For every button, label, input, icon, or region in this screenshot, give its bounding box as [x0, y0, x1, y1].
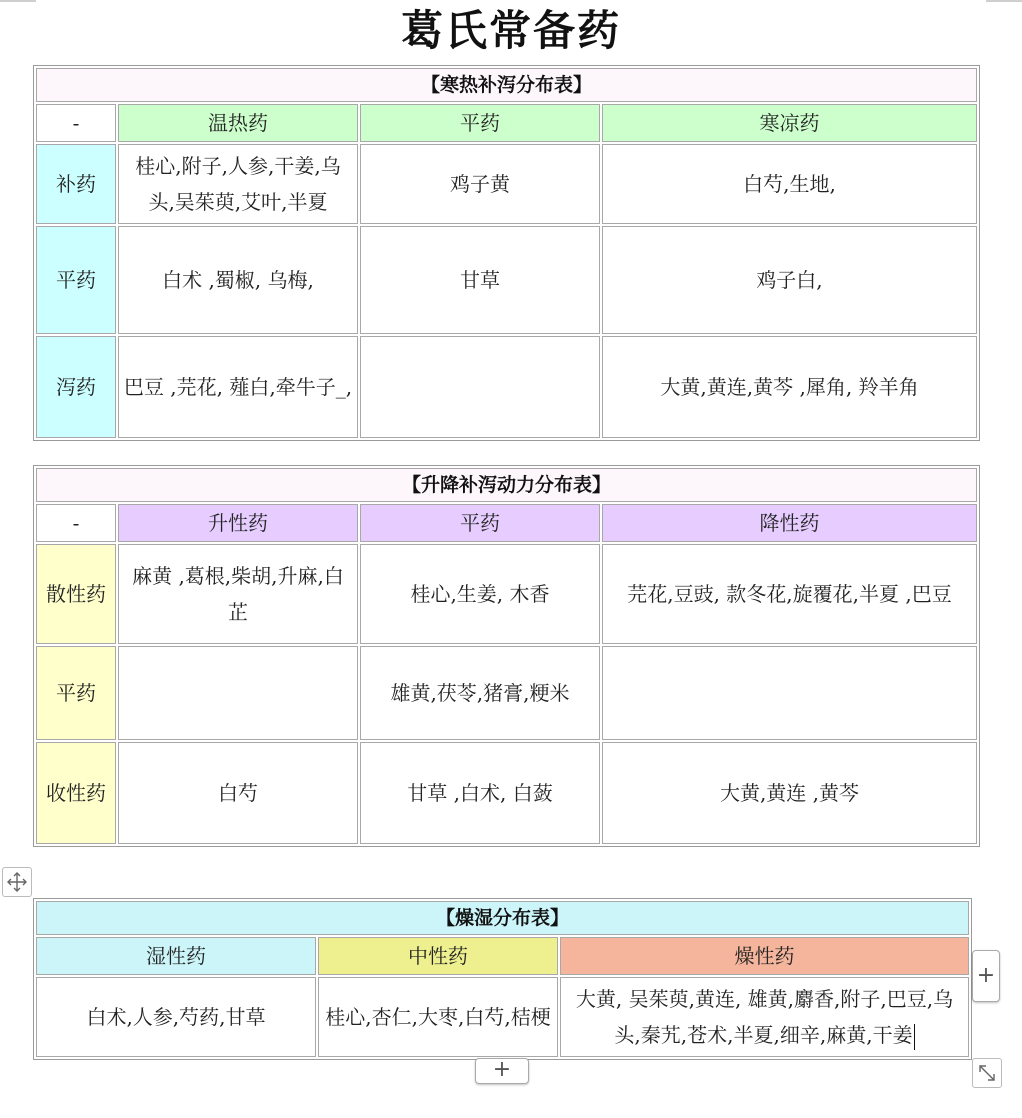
header-cell-descending[interactable]: 降性药: [602, 504, 977, 542]
table-cell[interactable]: 白术,人参,芍药,甘草: [36, 977, 316, 1057]
corner-cell[interactable]: -: [36, 504, 116, 542]
header-cell-warm[interactable]: 温热药: [118, 104, 358, 142]
table-cell[interactable]: 白芍,生地,: [602, 144, 977, 224]
table-row: [36, 742, 977, 844]
row-label-cell[interactable]: 补药: [36, 144, 116, 224]
add-column-button[interactable]: +: [972, 950, 1000, 1002]
table-cell[interactable]: 芫花,豆豉, 款冬花,旋覆花,半夏 ,巴豆: [602, 544, 977, 644]
table-cell[interactable]: 巴豆 ,芫花, 薤白,牵牛子_,: [118, 336, 358, 438]
table-caption[interactable]: 【寒热补泻分布表】: [36, 68, 977, 102]
table-row: [36, 336, 977, 438]
row-label-cell[interactable]: 平药: [36, 226, 116, 334]
table-row: [36, 544, 977, 644]
header-cell-neutral[interactable]: 中性药: [318, 937, 558, 975]
table-cell[interactable]: 甘草 ,白术, 白蔹: [360, 742, 600, 844]
table-cell[interactable]: [118, 646, 358, 740]
cell-text: 大黄, 吴茱萸,黄连, 雄黄,麝香,附子,巴豆,乌头,秦艽,苍术,半夏,细辛,麻黄,干姜: [575, 987, 954, 1047]
header-cell-neutral[interactable]: 平药: [360, 504, 600, 542]
table-move-handle[interactable]: [2, 867, 32, 897]
table-row: [36, 977, 969, 1057]
cold-heat-table: [33, 65, 980, 441]
ascend-descend-table: [33, 465, 980, 847]
table-cell-with-caret[interactable]: [560, 977, 969, 1057]
row-label-cell[interactable]: 泻药: [36, 336, 116, 438]
table-cell[interactable]: 桂心,杏仁,大枣,白芍,桔梗: [318, 977, 558, 1057]
header-cell-dry[interactable]: 燥性药: [560, 937, 969, 975]
corner-cell[interactable]: -: [36, 104, 116, 142]
text-caret: [914, 1024, 915, 1050]
row-label-cell[interactable]: 散性药: [36, 544, 116, 644]
table-cell[interactable]: [360, 336, 600, 438]
header-cell-cold[interactable]: 寒凉药: [602, 104, 977, 142]
row-label-cell[interactable]: 平药: [36, 646, 116, 740]
document-title: 葛氏常备药: [400, 6, 621, 55]
header-cell-ascending[interactable]: 升性药: [118, 504, 358, 542]
header-cell-damp[interactable]: 湿性药: [36, 937, 316, 975]
table-cell[interactable]: 白术 ,蜀椒, 乌梅,: [118, 226, 358, 334]
table-cell[interactable]: 麻黄 ,葛根,柴胡,升麻,白芷: [118, 544, 358, 644]
move-handle-icon: [6, 871, 28, 893]
table-resize-handle[interactable]: [972, 1058, 1002, 1088]
table-cell[interactable]: 白芍: [118, 742, 358, 844]
table-caption[interactable]: 【燥湿分布表】: [36, 901, 969, 935]
table-cell[interactable]: 鸡子黄: [360, 144, 600, 224]
table-cell[interactable]: 雄黄,茯苓,猪膏,粳米: [360, 646, 600, 740]
table-cell[interactable]: 甘草: [360, 226, 600, 334]
dry-damp-table: [33, 898, 972, 1060]
row-label-cell[interactable]: 收性药: [36, 742, 116, 844]
add-row-button[interactable]: +: [475, 1058, 529, 1084]
header-cell-neutral[interactable]: 平药: [360, 104, 600, 142]
table-cell[interactable]: 鸡子白,: [602, 226, 977, 334]
table-cell[interactable]: 大黄,黄连 ,黄芩: [602, 742, 977, 844]
table-row: [36, 226, 977, 334]
table-caption[interactable]: 【升降补泻动力分布表】: [36, 468, 977, 502]
resize-handle-icon: [977, 1063, 997, 1083]
table-row: [36, 646, 977, 740]
table-cell[interactable]: 桂心,生姜, 木香: [360, 544, 600, 644]
table-cell[interactable]: 大黄,黄连,黄芩 ,犀角, 羚羊角: [602, 336, 977, 438]
table-row: [36, 144, 977, 224]
table-cell[interactable]: [602, 646, 977, 740]
table-cell[interactable]: 桂心,附子,人参,干姜,乌头,吴茱萸,艾叶,半夏: [118, 144, 358, 224]
